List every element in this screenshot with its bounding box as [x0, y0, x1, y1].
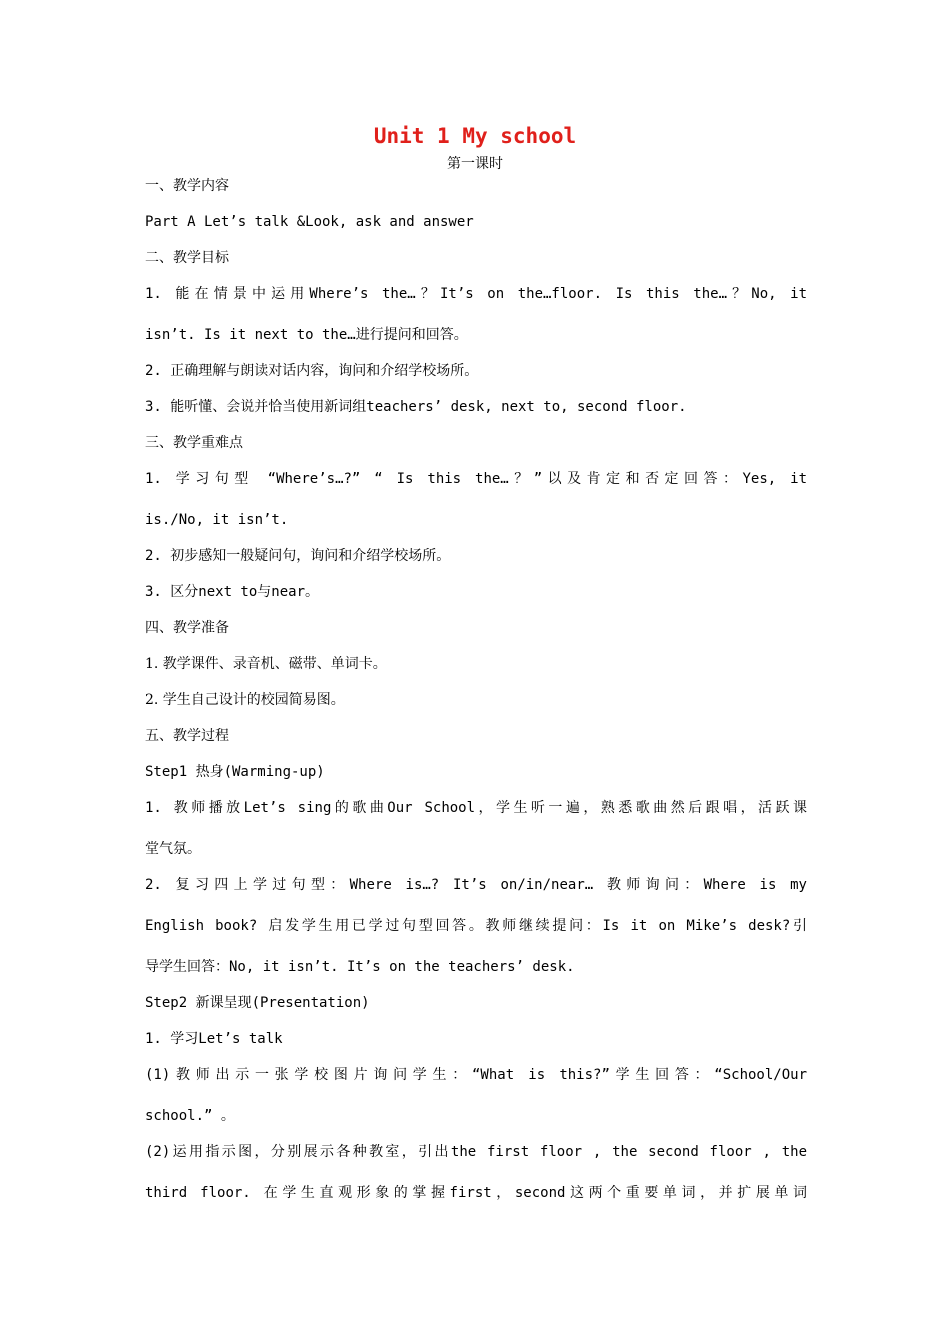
paragraph-line: isn’t. Is it next to the…进行提问和回答。	[145, 327, 468, 343]
paragraph-line: 导学生回答：No, it isn’t. It’s on the teachers’ desk.	[145, 959, 575, 975]
paragraph-line: school.” 。	[145, 1108, 235, 1124]
section-heading: 二、教学目标	[145, 250, 229, 266]
paragraph-line: 3. 区分next to与near。	[145, 584, 320, 600]
lesson-subtitle: 第一课时	[447, 156, 503, 172]
paragraph-line: 1. 能在情景中运用Where’s the…？It’s on the…floor. Is this the…？No, it	[145, 286, 807, 302]
section-heading: 四、教学准备	[145, 620, 229, 636]
paragraph-line: English book? 启发学生用已学过句型回答。教师继续提问：Is it on Mike’s desk?引	[145, 918, 807, 934]
document-title: Unit 1 My school	[373, 124, 577, 148]
paragraph-line: Part A Let’s talk &Look, ask and answer	[145, 214, 474, 230]
paragraph-line: (2)运用指示图，分别展示各种教室，引出the first floor , the second floor , the	[145, 1144, 807, 1160]
paragraph-line: 1. 学习句型 “Where’s…?” “ Is this the…？”以及肯定和否定回答：Yes, it	[145, 471, 807, 487]
step-heading: Step1 热身(Warming-up)	[145, 764, 325, 780]
paragraph-line: is./No, it isn’t.	[145, 512, 289, 528]
paragraph-line: 1. 教学课件、录音机、磁带、单词卡。	[145, 656, 387, 672]
paragraph-line: 1. 教师播放Let’s sing的歌曲Our School，学生听一遍，熟悉歌曲然后跟唱，活跃课	[145, 800, 807, 816]
paragraph-line: 2. 学生自己设计的校园简易图。	[145, 692, 345, 708]
paragraph-line: 2. 正确理解与朗读对话内容，询问和介绍学校场所。	[145, 363, 479, 379]
section-heading: 五、教学过程	[145, 728, 229, 744]
paragraph-line: 1. 学习Let’s talk	[145, 1031, 283, 1047]
paragraph-line: 堂气氛。	[145, 841, 201, 857]
step-heading: Step2 新课呈现(Presentation)	[145, 995, 370, 1011]
section-heading: 三、教学重难点	[145, 435, 243, 451]
paragraph-line: 3. 能听懂、会说并恰当使用新词组teachers’ desk, next to, second floor.	[145, 399, 687, 415]
paragraph-line: 2. 复习四上学过句型：Where is…? It’s on/in/near… 教师询问：Where is my	[145, 877, 807, 893]
paragraph-line: (1)教师出示一张学校图片询问学生：“What is this?”学生回答：“School/Our	[145, 1067, 807, 1083]
paragraph-line: third floor. 在学生直观形象的掌握first，second这两个重要单词，并扩展单词	[145, 1185, 807, 1201]
paragraph-line: 2. 初步感知一般疑问句，询问和介绍学校场所。	[145, 548, 451, 564]
section-heading: 一、教学内容	[145, 178, 229, 194]
